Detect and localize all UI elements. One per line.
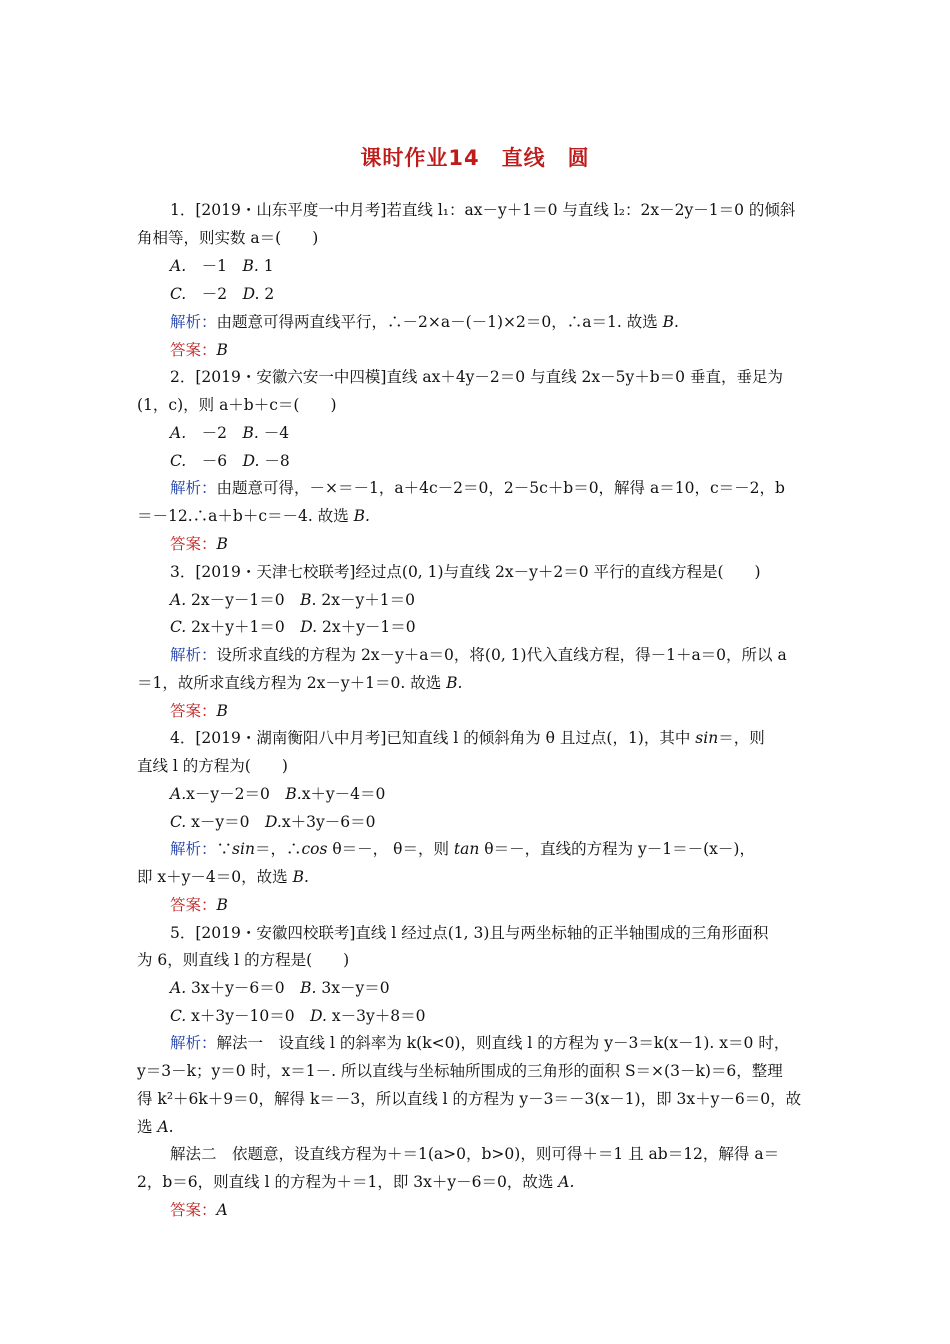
text-span: x＋3y－6＝0	[281, 813, 376, 831]
text-line-q4e	[170, 838, 755, 860]
text-span: 由题意可得，－×＝－1，a＋4c－2＝0，2－5c＋b＝0，解得 a＝10，c＝－2，b	[216, 479, 785, 497]
text-span: 1．[2019・山东平度一中月考]若直线 l₁：ax－y＋1＝0 与直线 l₂：2x－2y－1＝0 的倾斜	[170, 201, 796, 219]
text-line-q2b	[137, 394, 337, 416]
text-span: B.	[300, 591, 317, 609]
section-label: 答案：	[170, 535, 217, 553]
text-span: B.	[662, 313, 679, 331]
section-label: 解析：	[170, 313, 217, 331]
text-span: 4．[2019・湖南衡阳八中月考]已知直线 l 的倾斜角为 θ 且过点(，1)，其中	[170, 729, 696, 747]
text-span: D.	[242, 285, 260, 303]
text-span: x＋3y－10＝0	[186, 1007, 311, 1025]
text-span: 2x－y＋1＝0	[316, 591, 415, 609]
text-span: x－y＝0	[186, 813, 266, 831]
text-span: B	[216, 535, 228, 553]
text-line-q4c	[170, 783, 385, 805]
text-span: θ＝－， θ＝，则	[327, 840, 454, 858]
text-span: A.	[157, 1118, 174, 1136]
text-line-q5g	[137, 1088, 801, 1110]
text-span: －2	[186, 424, 243, 442]
text-line-q5j	[137, 1171, 574, 1193]
text-line-q1e	[170, 311, 679, 333]
text-span: C.	[170, 1007, 187, 1025]
text-line-q5i	[170, 1143, 779, 1165]
section-label: 解析：	[170, 479, 217, 497]
text-span: (1，c)，则 a＋b＋c＝( )	[137, 396, 337, 414]
text-span: 2	[259, 285, 275, 303]
text-span: 直线 l 的方程为( )	[137, 757, 288, 775]
text-span: C.	[170, 285, 187, 303]
text-span: 2x＋y－1＝0	[317, 618, 416, 636]
text-span: 角相等，则实数 a＝( )	[137, 229, 319, 247]
text-span: x－3y＋8＝0	[326, 1007, 426, 1025]
text-span: A.	[170, 979, 187, 997]
text-span: sin	[232, 840, 255, 858]
text-span: B.	[242, 257, 259, 275]
text-line-q5h	[137, 1116, 174, 1138]
text-span: C.	[170, 618, 187, 636]
text-span: －1	[186, 257, 243, 275]
text-span: 得 k²＋6k＋9＝0，解得 k＝－3，所以直线 l 的方程为 y－3＝－3(x－1)，即 3x＋y－6＝0，故	[137, 1090, 802, 1108]
text-span: 解法二 依题意，设直线方程为＋＝1(a>0，b>0)，则可得＋＝1 且 ab＝12，解得 a＝	[170, 1145, 780, 1163]
text-span: －8	[259, 452, 290, 470]
text-span: 解法一 设直线 l 的斜率为 k(k<0)，则直线 l 的方程为 y－3＝k(x－1). x＝0 时，	[216, 1034, 790, 1052]
text-span: 2x＋y＋1＝0	[186, 618, 301, 636]
text-span: A.	[170, 591, 187, 609]
text-span: B.	[446, 674, 463, 692]
text-line-q2f	[137, 505, 370, 527]
text-line-q2a	[170, 366, 783, 388]
text-span: C.	[170, 452, 187, 470]
text-span: －2	[186, 285, 243, 303]
section-label: 答案：	[170, 341, 217, 359]
text-span: cos	[301, 840, 328, 858]
text-line-q5b	[137, 949, 349, 971]
text-line-q1a	[170, 199, 795, 221]
text-line-q4a	[170, 727, 765, 749]
text-span: ＝，则	[718, 729, 765, 747]
text-span: 2x－y－1＝0	[186, 591, 301, 609]
text-span: D.	[300, 618, 318, 636]
text-span: B.	[292, 868, 309, 886]
text-span: 选	[137, 1118, 158, 1136]
text-span: y＝3－k；y＝0 时，x＝1－. 所以直线与坐标轴所围成的三角形的面积 S＝×(3－k)＝6，整理	[137, 1062, 783, 1080]
text-line-q1d	[170, 283, 274, 305]
text-span: ＝－12.∴a＋b＋c＝－4. 故选	[137, 507, 354, 525]
text-line-q5d	[170, 1005, 425, 1027]
text-span: －4	[258, 424, 290, 442]
text-span: B	[216, 702, 228, 720]
text-span: D.	[265, 813, 282, 831]
text-span: 3x－y＝0	[316, 979, 390, 997]
text-span: 为 6，则直线 l 的方程是( )	[137, 951, 350, 969]
text-line-q3f	[170, 700, 228, 722]
section-label: 解析：	[170, 646, 217, 664]
text-span: B.	[300, 979, 317, 997]
text-span: A.	[558, 1173, 575, 1191]
text-span: tan	[453, 840, 480, 858]
text-line-q1b	[137, 227, 318, 249]
text-span: x－y－2＝0	[186, 785, 286, 803]
section-label: 答案：	[170, 1201, 217, 1219]
text-line-q3d	[170, 644, 787, 666]
text-span: sin	[695, 729, 719, 747]
text-line-q3c	[170, 616, 416, 638]
text-span: B	[216, 896, 228, 914]
text-line-q4d	[170, 811, 375, 833]
text-span: A	[216, 1201, 228, 1219]
text-span: ＝1，故所求直线方程为 2x－y＋1＝0. 故选	[137, 674, 447, 692]
text-line-q2g	[170, 533, 228, 555]
text-span: 5．[2019・安徽四校联考]直线 l 经过点(1, 3)且与两坐标轴的正半轴围成的三角形面积	[170, 924, 769, 942]
text-span: A.	[170, 424, 187, 442]
text-line-q2c	[170, 422, 289, 444]
text-span: 3．[2019・天津七校联考]经过点(0, 1)与直线 2x－y＋2＝0 平行的直线方程是( )	[170, 563, 761, 581]
text-span: A.	[170, 785, 187, 803]
text-span: B.	[353, 507, 370, 525]
text-span: 由题意可得两直线平行，∴－2×a－(－1)×2＝0，∴a＝1. 故选	[216, 313, 663, 331]
text-line-q1f	[170, 339, 228, 361]
text-span: A.	[170, 257, 187, 275]
text-line-q4b	[137, 755, 288, 777]
text-span: 2．[2019・安徽六安一中四模]直线 ax＋4y－2＝0 与直线 2x－5y＋b＝0 垂直，垂足为	[170, 368, 783, 386]
text-span: －6	[186, 452, 243, 470]
text-span: ∵	[216, 840, 233, 858]
text-line-q5e	[170, 1032, 789, 1054]
text-span: B.	[242, 424, 259, 442]
section-label: 答案：	[170, 702, 217, 720]
text-line-q3a	[170, 561, 761, 583]
text-line-q3e	[137, 672, 462, 694]
section-label: 答案：	[170, 896, 217, 914]
text-line-q2e	[170, 477, 785, 499]
text-span: 1	[258, 257, 274, 275]
text-line-q5k	[170, 1199, 228, 1221]
text-line-q3b	[170, 589, 415, 611]
text-span: 2，b＝6，则直线 l 的方程为＋＝1，即 3x＋y－6＝0，故选	[137, 1173, 559, 1191]
page-title: 课时作业14 直线 圆	[360, 146, 590, 170]
text-span: D.	[242, 452, 260, 470]
text-line-q1c	[170, 255, 274, 277]
text-line-q5c	[170, 977, 390, 999]
text-span: B	[216, 341, 228, 359]
section-label: 解析：	[170, 1034, 217, 1052]
section-label: 解析：	[170, 840, 217, 858]
text-line-q5a	[170, 922, 768, 944]
text-span: 设所求直线的方程为 2x－y＋a＝0，将(0, 1)代入直线方程，得－1＋a＝0，所以 a	[216, 646, 787, 664]
text-span: ＝，∴	[254, 840, 302, 858]
text-span: x＋y－4＝0	[301, 785, 386, 803]
text-line-q4g	[170, 894, 228, 916]
text-line-q5f	[137, 1060, 783, 1082]
text-span: C.	[170, 813, 187, 831]
text-line-q4f	[137, 866, 309, 888]
text-span: B.	[285, 785, 302, 803]
text-span: 3x＋y－6＝0	[186, 979, 301, 997]
text-span: 即 x＋y－4＝0，故选	[137, 868, 293, 886]
text-line-q2d	[170, 450, 290, 472]
text-span: D.	[310, 1007, 327, 1025]
text-span: θ＝－，直线的方程为 y－1＝－(x－)，	[479, 840, 755, 858]
